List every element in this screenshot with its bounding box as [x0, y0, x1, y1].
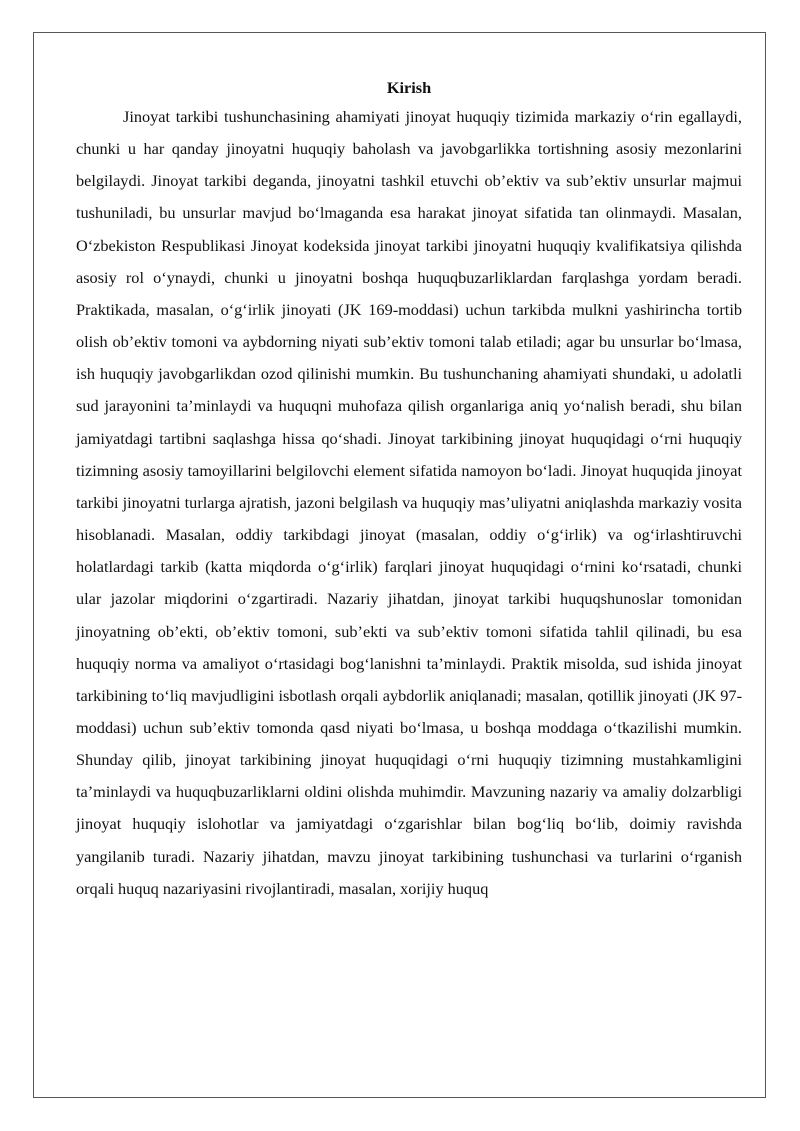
body-paragraph: Jinoyat tarkibi tushunchasining ahamiyati jinoyat huquqiy tizimida markaziy oʻrin egallaydi, chunki u har qanday jinoyatni huquqiy baholash va javobgarlikka tortishning asosiy mezonlarini belgilaydi. Jinoyat tarkibi deganda, jinoyatni tashkil etuvchi obʼektiv va subʼektiv unsurlar majmui tushuniladi, bu unsurlar mavjud boʻlmaganda esa harakat jinoyat sifatida tan olinmaydi. Masalan, Oʻzbekiston Respublikasi Jinoyat kodeksida jinoyat tarkibi jinoyatni huquqiy kvalifikatsiya qilishda asosiy rol oʻynaydi, chunki u jinoyatni boshqa huquqbuzarliklardan farqlashga yordam beradi. Praktikada, masalan, oʻgʻirlik jinoyati (JK 169-moddasi) uchun tarkibda mulkni yashirincha tortib olish obʼektiv tomoni va aybdorning niyati subʼektiv tomoni talab etiladi; agar bu unsurlar boʻlmasa, ish huquqiy javobgarlikdan ozod qilinishi mumkin. Bu tushunchaning ahamiyati shundaki, u adolatli sud jarayonini taʼminlaydi va huquqni muhofaza qilish organlariga aniq yoʻnalish beradi, shu bilan jamiyatdagi tartibni saqlashga hissa qoʻshadi. Jinoyat tarkibining jinoyat huquqidagi oʻrni huquqiy tizimning asosiy tamoyillarini belgilovchi element sifatida namoyon boʻladi. Jinoyat huquqida jinoyat tarkibi jinoyatni turlarga ajratish, jazoni belgilash va huquqiy masʼuliyatni aniqlashda markaziy vosita hisoblanadi. Masalan, oddiy tarkibdagi jinoyat (masalan, oddiy oʻgʻirlik) va ogʻirlashtiruvchi holatlardagi tarkib (katta miqdorda oʻgʻirlik) farqlari jinoyat huquqidagi oʻrnini koʻrsatadi, chunki ular jazolar miqdorini oʻzgartiradi. Nazariy jihatdan, jinoyat tarkibi huquqshunoslar tomonidan jinoyatning obʼekti, obʼektiv tomoni, subʼekti va subʼektiv tomoni sifatida tahlil qilinadi, bu esa huquqiy norma va amaliyot oʻrtasidagi bogʻlanishni taʼminlaydi. Praktik misolda, sud ishida jinoyat tarkibining toʻliq mavjudligini isbotlash orqali aybdorlik aniqlanadi; masalan, qotillik jinoyati (JK 97-moddasi) uchun subʼektiv tomonda qasd niyati boʻlmasa, u boshqa moddaga oʻtkazilishi mumkin. Shunday qilib, jinoyat tarkibining jinoyat huquqidagi oʻrni huquqiy tizimning mustahkamligini taʼminlaydi va huquqbuzarliklarni oldini olishda muhimdir. Mavzuning nazariy va amaliy dolzarbligi jinoyat huquqiy islohotlar va jamiyatdagi oʻzgarishlar bilan bogʻliq boʻlib, doimiy ravishda yangilanib turadi. Nazariy jihatdan, mavzu jinoyat tarkibining tushunchasi va turlarini oʻrganish orqali huquq nazariyasini rivojlantiradi, masalan, xorijiy huquq	[76, 107, 742, 898]
document-title: Kirish	[386, 78, 432, 97]
document-body	[76, 74, 742, 905]
